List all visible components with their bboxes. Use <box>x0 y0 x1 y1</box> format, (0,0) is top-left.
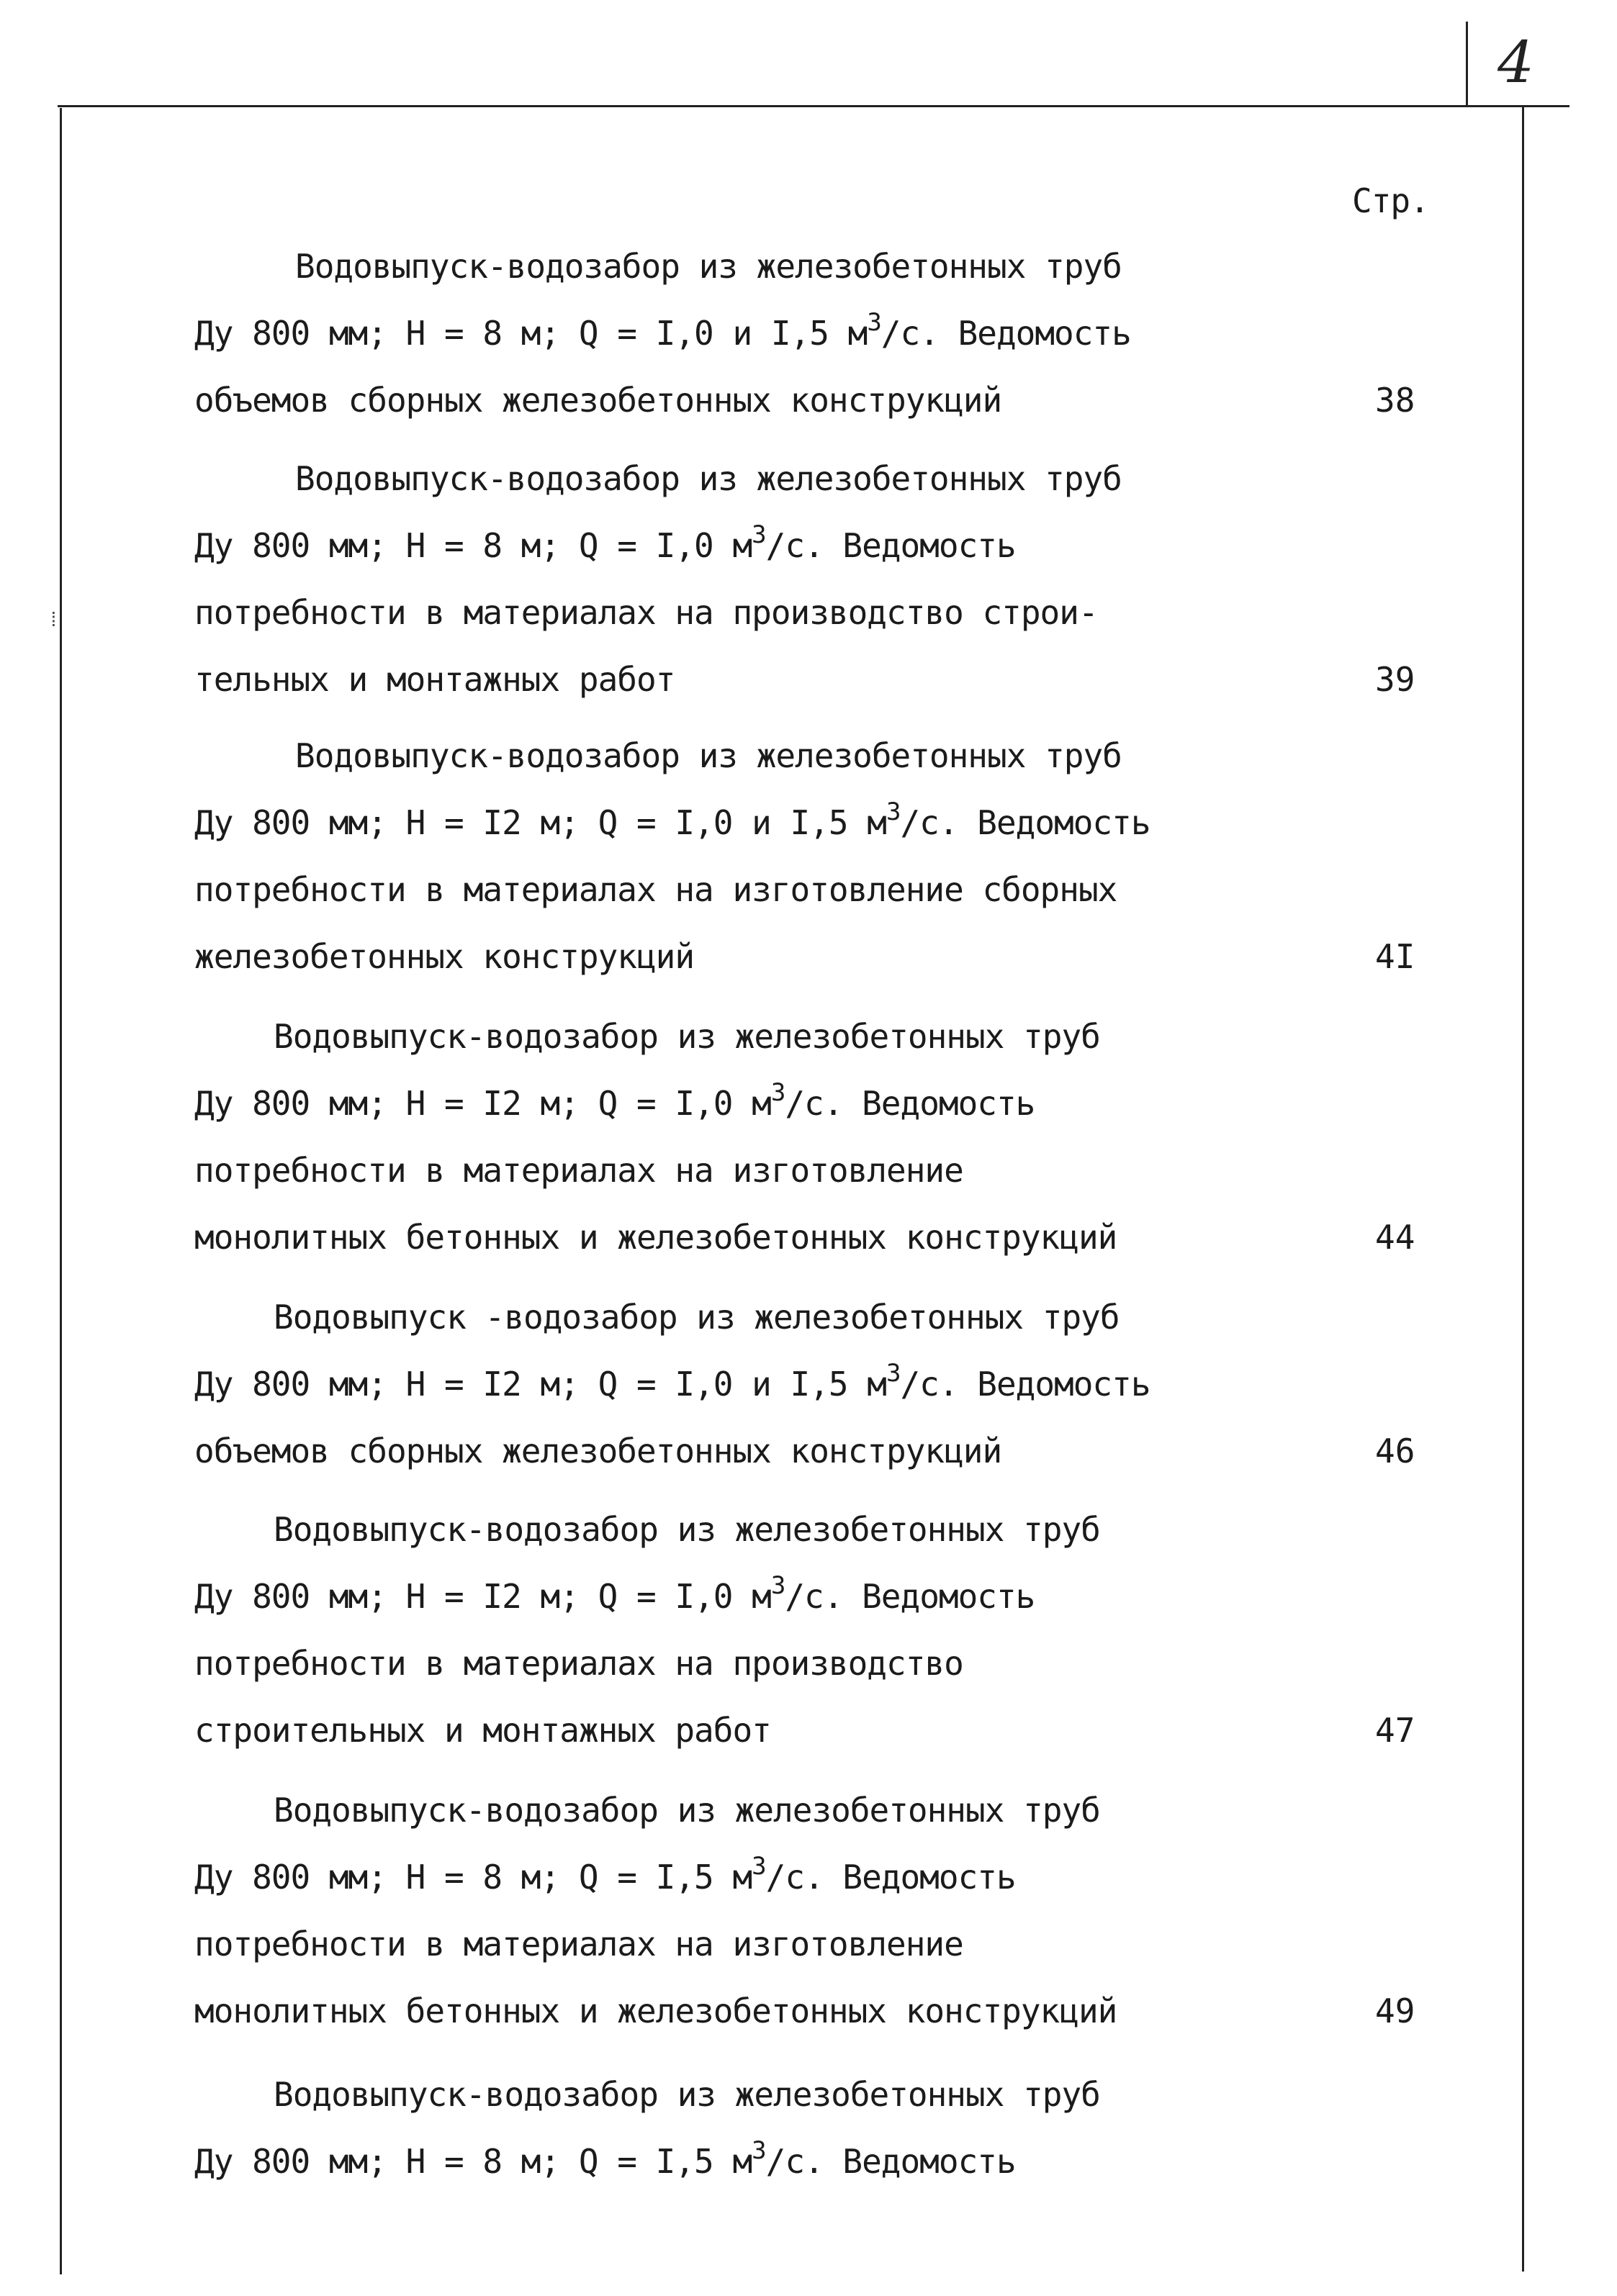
entry-page-ref: 38 <box>1375 381 1415 420</box>
unit-exponent: 3 <box>770 1571 785 1600</box>
entry-text-line: тельных и монтажных работ <box>194 660 675 699</box>
entry-text-line <box>194 1359 1150 1406</box>
entry-page-ref: 46 <box>1375 1432 1415 1470</box>
entry-title-line: Водовыпуск -водозабор из железобетонных труб <box>274 1298 1120 1337</box>
entry-title-line: Водовыпуск-водозабор из железобетонных труб <box>274 1017 1100 1056</box>
entry-title-line: Водовыпуск-водозабор из железобетонных труб <box>295 247 1122 286</box>
unit-exponent: 3 <box>886 797 901 826</box>
entry-text-line: монолитных бетонных и железобетонных конструкций <box>194 1218 1117 1257</box>
unit-exponent: 3 <box>867 308 881 337</box>
line-text: /с. Ведомость <box>785 1577 1035 1616</box>
entry-page-ref: 4I <box>1375 937 1415 976</box>
unit-exponent: 3 <box>752 520 766 549</box>
line-text: /с. Ведомость <box>900 1365 1150 1404</box>
scan-speck: ⁞ <box>48 607 60 631</box>
frame-right-border <box>1522 105 1524 2272</box>
entry-text-line <box>194 2136 1016 2183</box>
unit-exponent: 3 <box>886 1359 901 1388</box>
line-text: Ду 800 мм; H = 8 м; Q = I,5 м <box>194 1858 752 1897</box>
entry-text-line: потребности в материалах на изготовление <box>194 1925 963 1963</box>
entry-title-line: Водовыпуск-водозабор из железобетонных труб <box>274 1510 1100 1549</box>
frame-top-border <box>58 105 1569 107</box>
entry-page-ref: 44 <box>1375 1218 1415 1257</box>
page-number: 4 <box>1497 29 1534 96</box>
entry-text-line: объемов сборных железобетонных конструкций <box>194 1432 1002 1470</box>
entry-page-ref: 39 <box>1375 660 1415 699</box>
line-text: Ду 800 мм; H = I2 м; Q = I,0 и I,5 м <box>194 803 886 842</box>
line-text: Ду 800 мм; H = 8 м; Q = I,5 м <box>194 2142 752 2181</box>
entry-page-ref: 47 <box>1375 1711 1415 1750</box>
entry-text-line <box>194 1571 1035 1618</box>
line-text: Ду 800 мм; H = I2 м; Q = I,0 м <box>194 1577 771 1616</box>
entry-text-line: потребности в материалах на изготовление сборных <box>194 870 1117 909</box>
unit-exponent: 3 <box>752 1852 766 1881</box>
line-text: /с. Ведомость <box>785 1084 1035 1123</box>
entry-text-line: потребности в материалах на производство <box>194 1644 963 1683</box>
line-text: Ду 800 мм; H = I2 м; Q = I,0 м <box>194 1084 771 1123</box>
corner-tab-divider <box>1466 22 1468 107</box>
entry-text-line <box>194 308 1131 355</box>
entry-text-line: потребности в материалах на изготовление <box>194 1151 963 1190</box>
frame-left-border <box>60 108 62 2274</box>
entry-text-line: потребности в материалах на производство строи- <box>194 593 1098 632</box>
line-text: Ду 800 мм; H = 8 м; Q = I,0 и I,5 м <box>194 314 868 353</box>
line-text: /с. Ведомость <box>765 2142 1016 2181</box>
entry-text-line <box>194 520 1016 567</box>
unit-exponent: 3 <box>770 1078 785 1107</box>
entry-text-line <box>194 1852 1016 1899</box>
entry-title-line: Водовыпуск-водозабор из железобетонных труб <box>274 2075 1100 2114</box>
entry-text-line <box>194 797 1150 844</box>
line-text: Ду 800 мм; H = I2 м; Q = I,0 и I,5 м <box>194 1365 886 1404</box>
line-text: /с. Ведомость <box>765 1858 1016 1897</box>
entry-text-line: объемов сборных железобетонных конструкций <box>194 381 1002 420</box>
entry-text-line: монолитных бетонных и железобетонных конструкций <box>194 1992 1117 2030</box>
line-text: Ду 800 мм; H = 8 м; Q = I,0 м <box>194 526 752 565</box>
line-text: /c. Ведомость <box>880 314 1131 353</box>
unit-exponent: 3 <box>752 2136 766 2165</box>
line-text: /с. Ведомость <box>765 526 1016 565</box>
entry-text-line: железобетонных конструкций <box>194 937 695 976</box>
page-column-header: Стр. <box>1352 181 1429 220</box>
entry-title-line: Водовыпуск-водозабор из железобетонных труб <box>274 1791 1100 1830</box>
entry-title-line: Водовыпуск-водозабор из железобетонных труб <box>295 459 1122 498</box>
entry-text-line: строительных и монтажных работ <box>194 1711 771 1750</box>
entry-page-ref: 49 <box>1375 1992 1415 2030</box>
entry-text-line <box>194 1078 1035 1125</box>
entry-title-line: Водовыпуск-водозабор из железобетонных труб <box>295 736 1122 775</box>
line-text: /с. Ведомость <box>900 803 1150 842</box>
